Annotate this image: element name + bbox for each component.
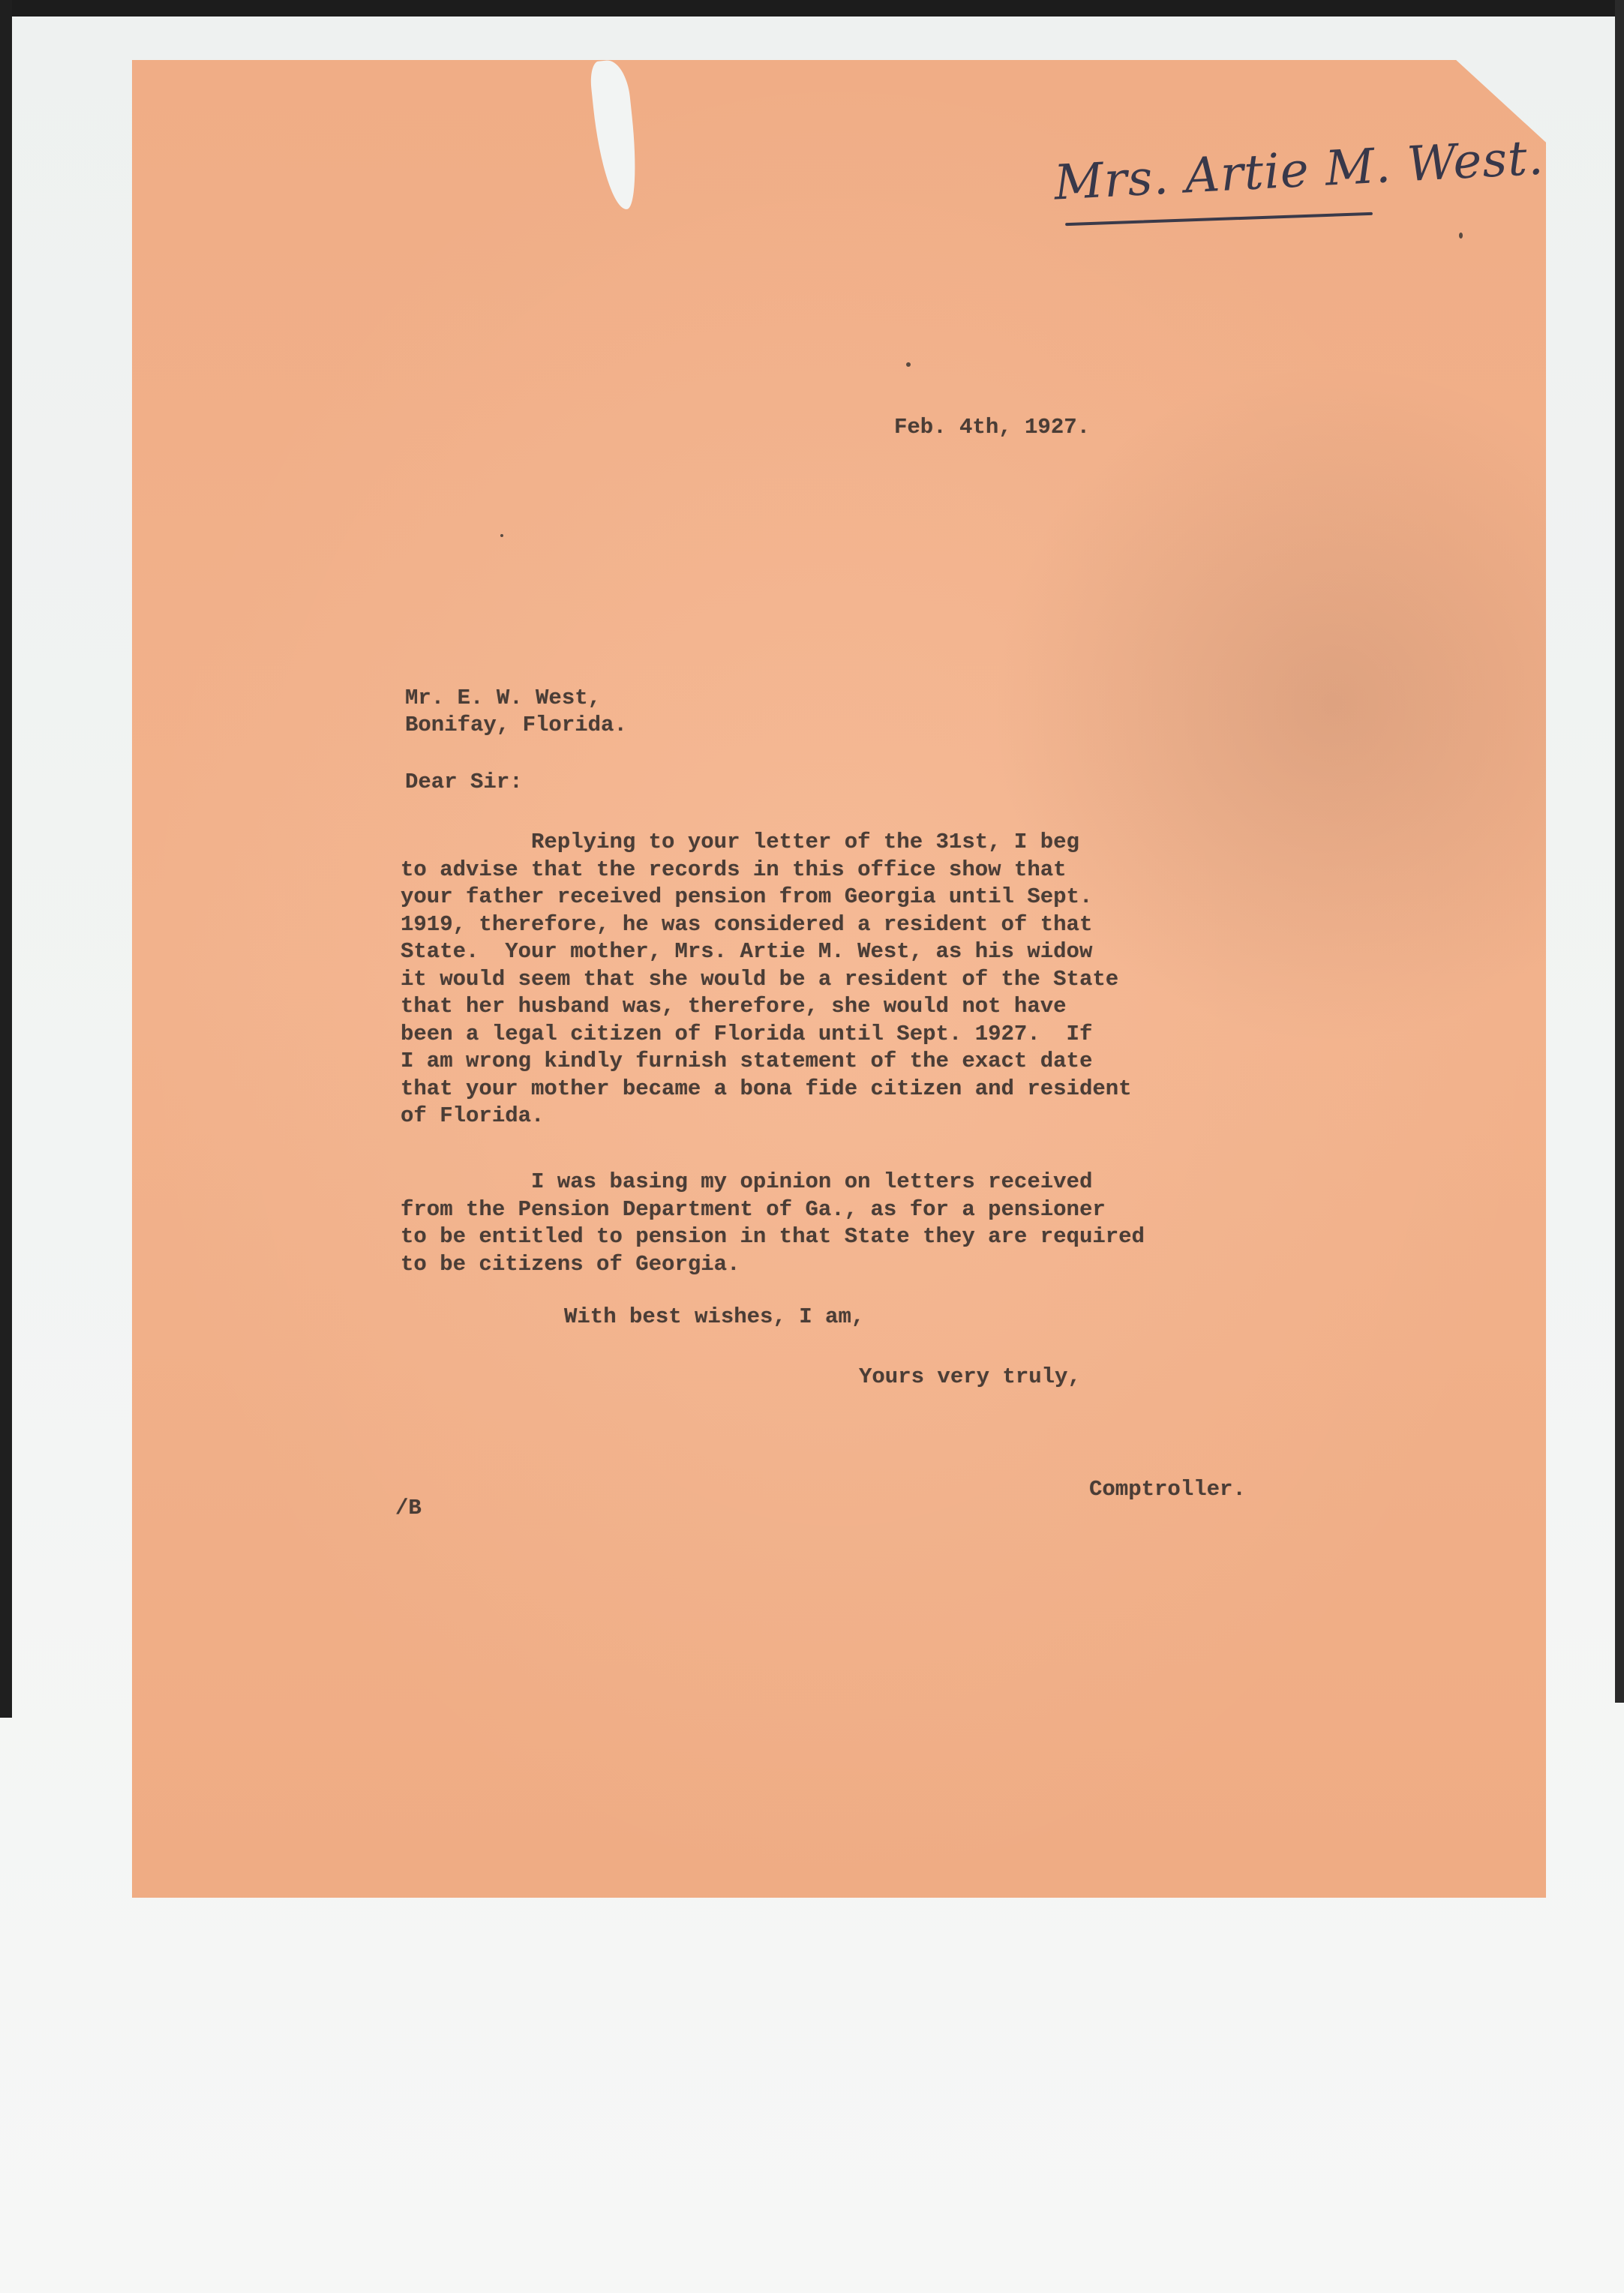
signature-title: Comptroller.	[1089, 1477, 1246, 1502]
address-line-1: Mr. E. W. West,	[405, 686, 602, 710]
paper-speck	[1459, 233, 1463, 239]
salutation: Dear Sir:	[405, 770, 523, 794]
complimentary-close: Yours very truly,	[859, 1364, 1081, 1389]
scan-top-edge	[0, 0, 1624, 17]
handwritten-note: Mrs. Artie M. West.	[1052, 130, 1545, 212]
body-paragraph-1: Replying to your letter of the 31st, I beg to advise that the records in this office show that your father received pension from Georgia until Sept. 1919, therefore, he was considered a resident of that State. Your mother, Mrs. Artie M. West, as his widow it would seem that she would be a resident of the State that her husband was, therefore, she would not have been a legal citizen of Florida until Sept. 1927. If I am wrong kindly furnish statement of the exact date that your mother became a bona fide citizen and resident of Florida.	[401, 830, 1132, 1128]
body-paragraph-2: I was basing my opinion on letters received from the Pension Department of Ga., as for a pensioner to be entitled to pension in that State they are required to be citizens of Georgia.	[401, 1169, 1145, 1277]
scan-left-edge	[0, 0, 12, 1718]
recipient-address	[405, 685, 627, 739]
address-line-2: Bonifay, Florida.	[405, 713, 627, 737]
paper-speck	[500, 534, 503, 537]
scan-right-edge	[1615, 0, 1624, 1703]
typist-initials: /B	[395, 1496, 422, 1520]
closing-line: With best wishes, I am,	[564, 1304, 865, 1329]
paper-speck	[906, 362, 911, 367]
letter-date: Feb. 4th, 1927.	[894, 415, 1091, 440]
